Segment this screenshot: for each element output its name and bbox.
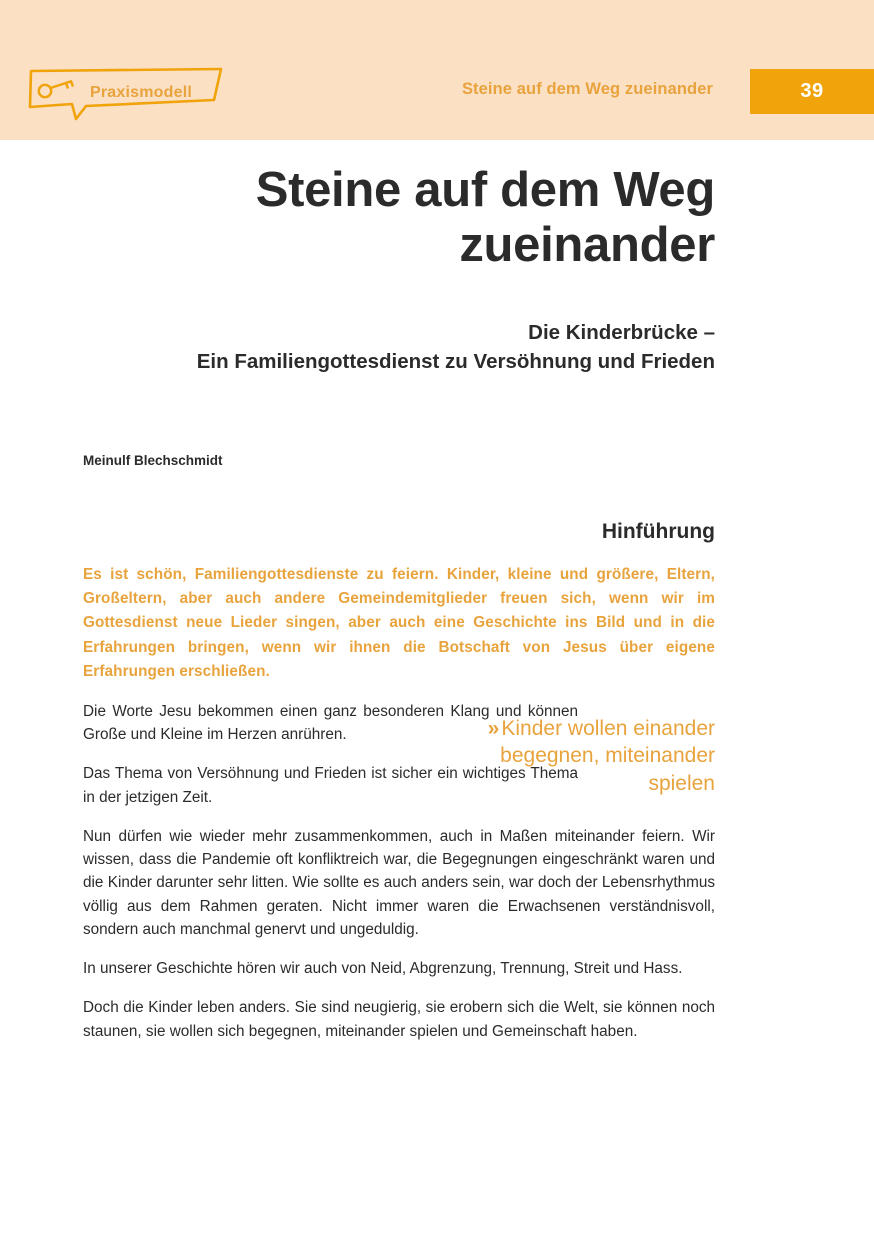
paragraph-2: Das Thema von Versöhnung und Frieden ist sicher ein wichtiges Thema in der jetzigen Zeit. bbox=[83, 765, 578, 806]
lead-paragraph: Es ist schön, Familiengottesdienste zu feiern. Kinder, kleine und größere, Eltern, Großeltern, aber auch andere Gemeindemitglieder freuen sich, wenn wir im Gottesdienst neue Lieder singen, aber auch eine Geschichte ins Bild und in die Erfahrungen bringen, wenn wir ihnen die Botschaft von Jesus über eigene Erfahrungen erschließen. bbox=[83, 566, 715, 680]
paragraph-5: Doch die Kinder leben anders. Sie sind neugierig, sie erobern sich die Welt, sie können noch staunen, sie wollen sich begegnen, miteinander spielen und Gemeinschaft haben. bbox=[83, 999, 715, 1040]
flag-label: Praxismodell bbox=[90, 84, 193, 101]
pull-quote bbox=[452, 715, 715, 797]
pull-quote-text: Kinder wollen einander begegnen, miteinander spielen bbox=[500, 717, 715, 795]
page-number-badge: 39 bbox=[750, 69, 874, 114]
article-body bbox=[83, 163, 715, 1043]
paragraph-3: Nun dürfen wie wieder mehr zusammenkommen, auch in Maßen miteinander feiern. Wir wissen, dass die Pandemie oft konfliktreich war, die Begegnungen eingeschränkt waren und die Kinder darunter sehr litten. Wie sollte es auch anders sein, war doch der Lebensrhythmus völlig aus dem Rahmen geraten. Nicht immer waren die Erwachsenen verständnisvoll, sondern auch manchmal genervt und ungeduldig. bbox=[83, 827, 715, 938]
key-icon bbox=[39, 81, 73, 97]
section-heading: Hinführung bbox=[601, 520, 715, 544]
article-subtitle-line1: Die Kinderbrücke – bbox=[528, 320, 715, 344]
page-title: Steine auf dem Weg zueinander bbox=[255, 163, 715, 273]
article-subtitle bbox=[83, 318, 715, 377]
paragraph-1: Die Worte Jesu bekommen einen ganz besonderen Klang und können Große und Kleine im Herzen anrühren. bbox=[83, 702, 578, 744]
running-title: Steine auf dem Weg zueinander bbox=[461, 80, 713, 98]
author-name: Meinulf Blechschmidt bbox=[83, 453, 223, 469]
praxismodell-flag bbox=[28, 67, 224, 122]
pull-quote-marks: » bbox=[487, 717, 500, 740]
paragraph-4: In unserer Geschichte hören wir auch von Neid, Abgrenzung, Trennung, Streit und Hass. bbox=[83, 960, 683, 978]
article-subtitle-line2: Ein Familiengottesdienst zu Versöhnung und Frieden bbox=[196, 350, 715, 374]
